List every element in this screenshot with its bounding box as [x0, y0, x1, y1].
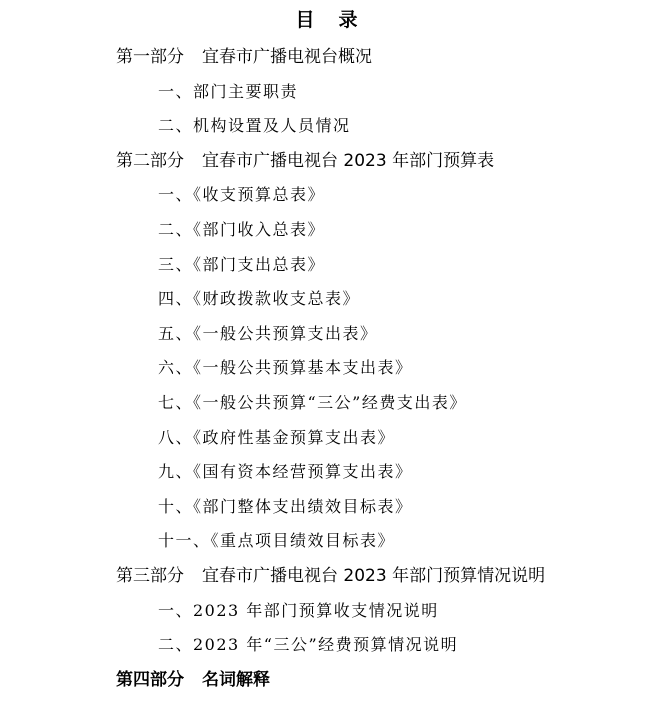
toc-item[interactable]: 一、《收支预算总表》 [158, 185, 326, 205]
toc-item[interactable]: 五、《一般公共预算支出表》 [158, 323, 378, 343]
part-label: 第三部分 [116, 565, 184, 586]
part-title: 宜春市广播电视台 2023 年部门预算表 [202, 150, 495, 171]
toc-item[interactable]: 一、部门主要职责 [158, 81, 299, 101]
toc-item[interactable]: 七、《一般公共预算“三公”经费支出表》 [158, 392, 467, 412]
part-heading-2[interactable] [0, 144, 653, 179]
part-title: 宜春市广播电视台 2023 年部门预算情况说明 [202, 565, 546, 586]
part-label: 第四部分 [116, 669, 184, 690]
toc-item[interactable]: 八、《政府性基金预算支出表》 [158, 427, 396, 447]
toc-item[interactable]: 六、《一般公共预算基本支出表》 [158, 358, 413, 378]
toc-item[interactable]: 四、《财政拨款收支总表》 [158, 289, 361, 309]
part-heading-4[interactable] [0, 663, 653, 698]
table-of-contents [0, 40, 653, 697]
toc-item[interactable]: 二、机构设置及人员情况 [158, 116, 351, 136]
toc-item[interactable]: 一、2023 年部门预算收支情况说明 [158, 600, 439, 620]
toc-item[interactable]: 十一、《重点项目绩效目标表》 [158, 531, 396, 551]
part-heading-1[interactable] [0, 40, 653, 75]
part-label: 第二部分 [116, 150, 184, 171]
toc-item[interactable]: 二、《部门收入总表》 [158, 219, 326, 239]
toc-item[interactable]: 九、《国有资本经营预算支出表》 [158, 462, 413, 482]
toc-item[interactable]: 十、《部门整体支出绩效目标表》 [158, 496, 413, 516]
part-heading-3[interactable] [0, 559, 653, 594]
toc-item[interactable]: 二、2023 年“三公”经费预算情况说明 [158, 635, 459, 655]
part-title: 宜春市广播电视台概况 [202, 47, 372, 67]
part-title: 名词解释 [202, 669, 270, 690]
document-title: 目录 [295, 9, 382, 31]
part-label: 第一部分 [116, 47, 184, 67]
toc-item[interactable]: 三、《部门支出总表》 [158, 254, 326, 274]
